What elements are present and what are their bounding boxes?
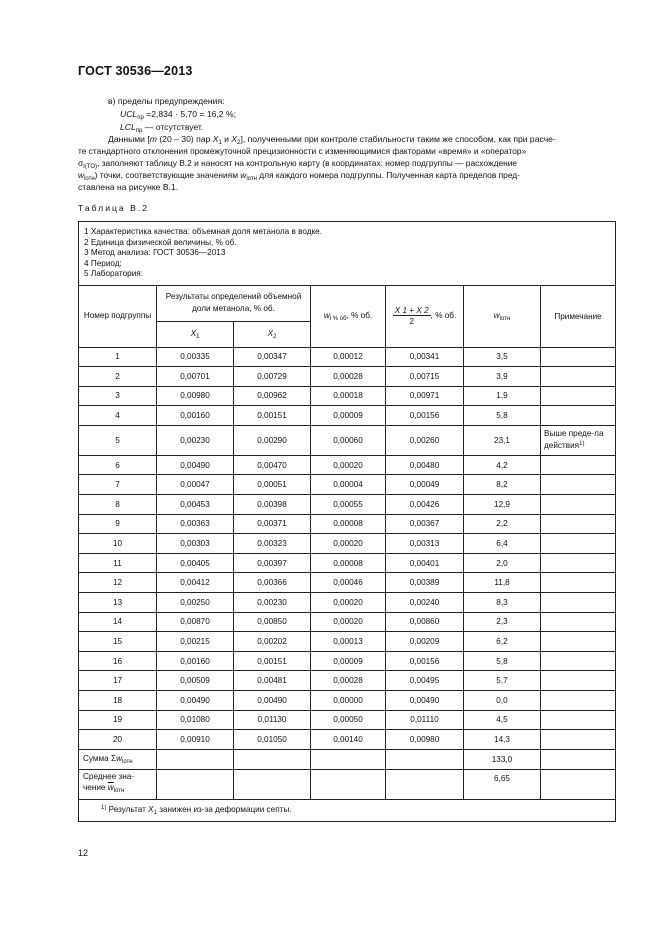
header-w-symbol: w xyxy=(323,310,330,320)
cell-x2: 0,00470 xyxy=(234,455,311,475)
header-x1-sub: 1 xyxy=(196,333,200,340)
cell-mean: 0,00313 xyxy=(386,534,464,554)
header-x2 xyxy=(234,321,311,347)
footnote-text: занижен из-за деформации септы. xyxy=(156,804,292,814)
table-row xyxy=(79,534,616,554)
characteristic-line: 4 Период: xyxy=(84,258,122,268)
note-footnote-ref: 1) xyxy=(579,441,585,448)
table-row xyxy=(79,671,616,691)
cell-w: 0,00004 xyxy=(311,475,386,495)
header-x1 xyxy=(157,321,234,347)
para-w: w xyxy=(240,170,247,180)
cell-wrel: 1,9 xyxy=(464,386,541,406)
avg-empty xyxy=(541,769,616,799)
sum-empty xyxy=(234,749,311,769)
para-w: w xyxy=(78,170,85,180)
header-w xyxy=(311,285,386,347)
cell-n: 5 xyxy=(79,425,157,455)
cell-wrel: 23,1 xyxy=(464,425,541,455)
header-w-suffix: , % об. xyxy=(346,310,373,320)
ucl-value: =2,834 · 5,70 = 16,2 %; xyxy=(143,109,237,119)
cell-w: 0,00012 xyxy=(311,347,386,367)
cell-mean: 0,00860 xyxy=(386,612,464,632)
cell-x2: 0,00230 xyxy=(234,593,311,613)
cell-note-text: Выше преде-ла действия xyxy=(544,429,604,451)
cell-n: 14 xyxy=(79,612,157,632)
para-text: , заполняют таблицу В.2 и наносят на контрольную карту (в координатах: номер подгруппы — расхождение xyxy=(97,158,518,168)
ucl-symbol: UCL xyxy=(120,109,138,119)
cell-n: 17 xyxy=(79,671,157,691)
table-row xyxy=(79,632,616,652)
para-w-sub: lотн xyxy=(246,176,257,182)
item-v-text: в) пределы предупреждения: xyxy=(108,96,225,106)
cell-note xyxy=(541,475,616,495)
cell-wrel: 2,3 xyxy=(464,612,541,632)
footnote-mark: 1) xyxy=(101,804,107,811)
avg-w-symbol: $\overline{w}$ xyxy=(107,783,114,793)
cell-x2: 0,00347 xyxy=(234,347,311,367)
cell-n: 16 xyxy=(79,651,157,671)
cell-x2: 0,00850 xyxy=(234,612,311,632)
cell-n: 20 xyxy=(79,730,157,750)
table-row xyxy=(79,514,616,534)
cell-wrel: 0,0 xyxy=(464,691,541,711)
cell-x2: 0,00151 xyxy=(234,406,311,426)
header-mean xyxy=(386,285,464,347)
cell-note xyxy=(541,514,616,534)
cell-n: 2 xyxy=(79,367,157,387)
sum-empty xyxy=(541,749,616,769)
table-row xyxy=(79,425,616,455)
cell-wrel: 2,2 xyxy=(464,514,541,534)
avg-label xyxy=(79,769,157,799)
cell-x1: 0,00047 xyxy=(157,475,234,495)
table-body xyxy=(79,347,616,749)
cell-w: 0,00046 xyxy=(311,573,386,593)
cell-n: 18 xyxy=(79,691,157,711)
cell-wrel: 8,2 xyxy=(464,475,541,495)
cell-n: 1 xyxy=(79,347,157,367)
cell-x2: 0,00151 xyxy=(234,651,311,671)
cell-x2: 0,00051 xyxy=(234,475,311,495)
header-subgroup: Номер подгруппы xyxy=(79,285,157,347)
characteristic-line: 1 Характеристика качества: объемная доля метанола в водке. xyxy=(84,227,322,236)
para-m: m xyxy=(149,134,157,144)
cell-x1: 0,00250 xyxy=(157,593,234,613)
cell-x1: 0,00215 xyxy=(157,632,234,652)
cell-x2: 0,00202 xyxy=(234,632,311,652)
cell-x2: 0,01130 xyxy=(234,710,311,730)
cell-mean: 0,00490 xyxy=(386,691,464,711)
cell-x2: 0,00398 xyxy=(234,495,311,515)
cell-x1: 0,00412 xyxy=(157,573,234,593)
cell-wrel: 4,5 xyxy=(464,710,541,730)
avg-empty xyxy=(234,769,311,799)
table-row xyxy=(79,730,616,750)
header-x2-sub: 2 xyxy=(273,333,277,340)
cell-w: 0,00018 xyxy=(311,386,386,406)
cell-note xyxy=(541,386,616,406)
cell-note xyxy=(541,593,616,613)
para-text: ) точки, соответствующие значениям xyxy=(94,170,241,180)
para-x1-sub: 1 xyxy=(218,140,222,146)
cell-n: 10 xyxy=(79,534,157,554)
header-x1-symbol: X xyxy=(190,328,197,338)
cell-note xyxy=(541,425,616,455)
sum-empty xyxy=(157,749,234,769)
sum-empty xyxy=(311,749,386,769)
cell-x1: 0,00870 xyxy=(157,612,234,632)
cell-w: 0,00055 xyxy=(311,495,386,515)
cell-note xyxy=(541,691,616,711)
para-sigma-sub: I(TO) xyxy=(83,164,98,170)
characteristic-line: 2 Единица физической величины, % об. xyxy=(84,237,237,247)
cell-mean: 0,00971 xyxy=(386,386,464,406)
cell-mean: 0,01110 xyxy=(386,710,464,730)
avg-label-line2: чение xyxy=(83,783,108,793)
avg-empty xyxy=(157,769,234,799)
sum-label xyxy=(79,749,157,769)
cell-x2: 0,00366 xyxy=(234,573,311,593)
cell-n: 3 xyxy=(79,386,157,406)
avg-label-line1: Среднее зна- xyxy=(83,772,135,782)
cell-wrel: 3,9 xyxy=(464,367,541,387)
cell-x1: 0,00910 xyxy=(157,730,234,750)
lcl-value: — отсутствует. xyxy=(142,122,204,132)
table-row xyxy=(79,386,616,406)
table-row xyxy=(79,455,616,475)
table-row xyxy=(79,612,616,632)
table-row xyxy=(79,573,616,593)
cell-x1: 0,00303 xyxy=(157,534,234,554)
cell-wrel: 3,5 xyxy=(464,347,541,367)
sum-w-symbol: w xyxy=(116,753,122,763)
table-caption: Таблица В.2 xyxy=(78,203,149,213)
cell-mean: 0,00480 xyxy=(386,455,464,475)
paragraph-line-5 xyxy=(78,181,178,194)
table-row xyxy=(79,367,616,387)
para-x2-sub: 2 xyxy=(237,140,241,146)
data-table xyxy=(78,221,616,822)
cell-note xyxy=(541,495,616,515)
cell-note xyxy=(541,651,616,671)
cell-note xyxy=(541,553,616,573)
cell-w: 0,00028 xyxy=(311,671,386,691)
cell-w: 0,00050 xyxy=(311,710,386,730)
cell-note xyxy=(541,710,616,730)
cell-x2: 0,01050 xyxy=(234,730,311,750)
header-note: Примечание xyxy=(541,285,616,347)
cell-mean: 0,00401 xyxy=(386,553,464,573)
footnote-x-sub: 1 xyxy=(153,809,157,816)
cell-x2: 0,00323 xyxy=(234,534,311,554)
cell-mean: 0,00260 xyxy=(386,425,464,455)
cell-x2: 0,00481 xyxy=(234,671,311,691)
cell-mean: 0,00341 xyxy=(386,347,464,367)
ucl-subscript: пр xyxy=(137,115,144,121)
cell-note xyxy=(541,671,616,691)
cell-w: 0,00000 xyxy=(311,691,386,711)
para-x1: X xyxy=(212,134,219,144)
cell-x1: 0,00490 xyxy=(157,691,234,711)
header-x2-symbol: X xyxy=(267,328,274,338)
cell-note xyxy=(541,612,616,632)
cell-n: 13 xyxy=(79,593,157,613)
cell-x1: 0,00160 xyxy=(157,651,234,671)
cell-w: 0,00009 xyxy=(311,406,386,426)
cell-mean: 0,00156 xyxy=(386,651,464,671)
cell-w: 0,00020 xyxy=(311,593,386,613)
cell-note xyxy=(541,367,616,387)
para-text: (20 – 30) пар xyxy=(156,134,213,144)
paragraph-line-2 xyxy=(78,145,526,158)
characteristics-block xyxy=(79,222,616,286)
footnote-x: X xyxy=(148,804,154,814)
cell-w: 0,00009 xyxy=(311,651,386,671)
page-number: 12 xyxy=(78,848,89,858)
table-row xyxy=(79,495,616,515)
table-row xyxy=(79,347,616,367)
cell-x2: 0,00729 xyxy=(234,367,311,387)
cell-w: 0,00020 xyxy=(311,612,386,632)
sum-empty xyxy=(386,749,464,769)
cell-n: 12 xyxy=(79,573,157,593)
cell-x1: 0,00509 xyxy=(157,671,234,691)
cell-n: 8 xyxy=(79,495,157,515)
cell-w: 0,00008 xyxy=(311,553,386,573)
cell-wrel: 2,0 xyxy=(464,553,541,573)
cell-w: 0,00013 xyxy=(311,632,386,652)
table-row xyxy=(79,553,616,573)
cell-x1: 0,00405 xyxy=(157,553,234,573)
lcl-symbol: LCL xyxy=(120,122,136,132)
header-results: Результаты определений объемной доли метанола, % об. xyxy=(157,285,311,321)
cell-x2: 0,00962 xyxy=(234,386,311,406)
header-w-sub: l % об xyxy=(329,315,347,322)
table-row xyxy=(79,593,616,613)
footnote-text: Результат xyxy=(106,804,149,814)
cell-wrel: 8,3 xyxy=(464,593,541,613)
avg-empty xyxy=(386,769,464,799)
para-text: для каждого номера подгруппы. Полученная карта пределов пред- xyxy=(256,170,520,180)
document-header: ГОСТ 30536—2013 xyxy=(78,64,193,78)
para-x2: X xyxy=(231,134,238,144)
mean-numerator: X 1 + X 2 xyxy=(394,306,429,315)
cell-note xyxy=(541,406,616,426)
cell-mean: 0,00495 xyxy=(386,671,464,691)
cell-w: 0,00020 xyxy=(311,455,386,475)
para-text: ставлена на рисунке В.1. xyxy=(78,182,179,192)
cell-x1: 0,00160 xyxy=(157,406,234,426)
mean-fraction xyxy=(393,306,431,326)
cell-x1: 0,01080 xyxy=(157,710,234,730)
characteristic-line: 3 Метод анализа: ГОСТ 30536—2013 xyxy=(84,248,226,257)
cell-n: 6 xyxy=(79,455,157,475)
cell-x1: 0,00701 xyxy=(157,367,234,387)
cell-n: 15 xyxy=(79,632,157,652)
cell-n: 11 xyxy=(79,553,157,573)
avg-w-sub: lотн xyxy=(113,788,125,795)
cell-wrel: 6,2 xyxy=(464,632,541,652)
cell-note xyxy=(541,534,616,554)
sum-label-text: Сумма Σ xyxy=(83,753,117,763)
header-mean-suffix: , % об. xyxy=(430,311,457,321)
cell-mean: 0,00156 xyxy=(386,406,464,426)
cell-n: 19 xyxy=(79,710,157,730)
item-v-label xyxy=(108,95,225,108)
cell-x2: 0,00371 xyxy=(234,514,311,534)
cell-x1: 0,00230 xyxy=(157,425,234,455)
table-row xyxy=(79,710,616,730)
para-text: и xyxy=(221,134,232,144)
avg-empty xyxy=(311,769,386,799)
cell-mean: 0,00389 xyxy=(386,573,464,593)
cell-x1: 0,00335 xyxy=(157,347,234,367)
header-wrel-sub: lотн xyxy=(499,315,511,322)
para-sigma: σ xyxy=(78,158,84,168)
table-row xyxy=(79,406,616,426)
para-w-sub: lотн xyxy=(84,176,95,182)
table-row xyxy=(79,475,616,495)
cell-wrel: 5,8 xyxy=(464,651,541,671)
lcl-subscript: пр xyxy=(135,128,143,134)
cell-x2: 0,00490 xyxy=(234,691,311,711)
cell-note xyxy=(541,455,616,475)
cell-x1: 0,00490 xyxy=(157,455,234,475)
cell-w: 0,00028 xyxy=(311,367,386,387)
cell-n: 9 xyxy=(79,514,157,534)
avg-value: 6,65 xyxy=(464,769,541,799)
table-row xyxy=(79,691,616,711)
table-row xyxy=(79,651,616,671)
cell-x1: 0,00363 xyxy=(157,514,234,534)
cell-w: 0,00140 xyxy=(311,730,386,750)
cell-mean: 0,00980 xyxy=(386,730,464,750)
cell-wrel: 5,8 xyxy=(464,406,541,426)
cell-x2: 0,00397 xyxy=(234,553,311,573)
cell-wrel: 4,2 xyxy=(464,455,541,475)
cell-wrel: 6,4 xyxy=(464,534,541,554)
para-text: те стандартного отклонения промежуточной прецизионности с изменяющимися факторами «время» и «оператор» xyxy=(78,146,527,156)
cell-mean: 0,00240 xyxy=(386,593,464,613)
header-wrel xyxy=(464,285,541,347)
cell-note xyxy=(541,347,616,367)
mean-denominator: 2 xyxy=(409,317,414,326)
cell-mean: 0,00426 xyxy=(386,495,464,515)
cell-note xyxy=(541,573,616,593)
cell-mean: 0,00049 xyxy=(386,475,464,495)
cell-x1: 0,00980 xyxy=(157,386,234,406)
cell-mean: 0,00715 xyxy=(386,367,464,387)
cell-note xyxy=(541,632,616,652)
cell-mean: 0,00209 xyxy=(386,632,464,652)
cell-wrel: 5,7 xyxy=(464,671,541,691)
characteristic-line: 5 Лаборатория: xyxy=(84,269,143,278)
cell-w: 0,00060 xyxy=(311,425,386,455)
cell-mean: 0,00367 xyxy=(386,514,464,534)
cell-w: 0,00020 xyxy=(311,534,386,554)
cell-wrel: 12,9 xyxy=(464,495,541,515)
sum-value: 133,0 xyxy=(464,749,541,769)
sum-w-sub: lотн xyxy=(121,758,133,765)
cell-w: 0,00008 xyxy=(311,514,386,534)
para-text: Данными [ xyxy=(108,134,150,144)
cell-note xyxy=(541,730,616,750)
cell-x2: 0,00290 xyxy=(234,425,311,455)
para-text: ], полученными при контроле стабильности таким же способом, как при расче- xyxy=(240,134,556,144)
header-wrel-symbol: w xyxy=(493,310,500,320)
cell-n: 4 xyxy=(79,406,157,426)
cell-wrel: 14,3 xyxy=(464,730,541,750)
cell-wrel: 11,8 xyxy=(464,573,541,593)
cell-x1: 0,00453 xyxy=(157,495,234,515)
cell-n: 7 xyxy=(79,475,157,495)
table-footnote xyxy=(79,799,616,821)
